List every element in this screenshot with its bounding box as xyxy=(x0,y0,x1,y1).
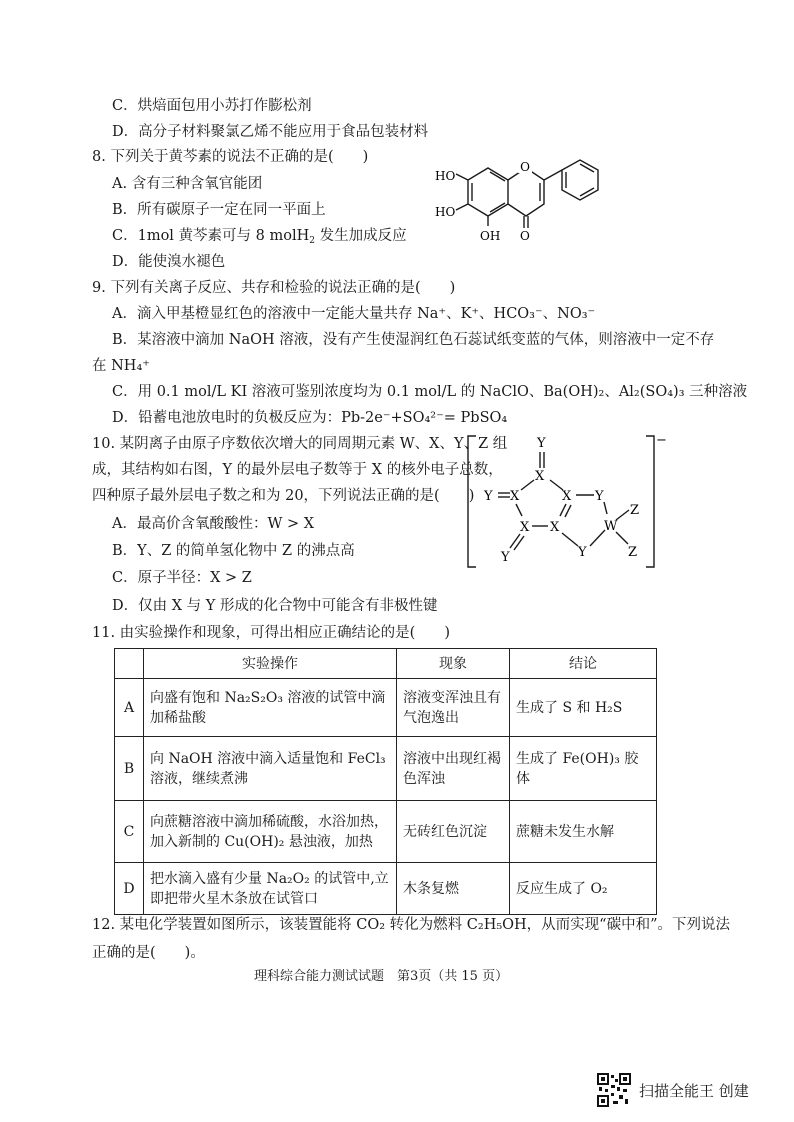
header-cell-conclusion: 结论 xyxy=(510,649,657,679)
q10-option-a: A．最高价含氧酸酸性：W > X xyxy=(112,516,315,532)
page-footer: 理科综合能力测试试题 第3页（共 15 页） xyxy=(254,969,509,984)
row-label: C xyxy=(115,801,144,863)
oh-label-3: OH xyxy=(480,229,501,243)
q8-option-b: B．所有碳原子一定在同一平面上 xyxy=(112,202,326,218)
q8-option-d: D．能使溴水褪色 xyxy=(112,254,226,270)
row-conclusion: 生成了 S 和 H₂S xyxy=(510,679,657,737)
scanner-brand-label: 扫描全能王 创建 xyxy=(639,1082,749,1100)
table-row xyxy=(115,737,657,801)
ho-label-1: HO xyxy=(435,169,456,183)
atom-x-left: X xyxy=(510,489,520,504)
atom-y-bottom: Y xyxy=(578,545,587,560)
q10-option-c: C．原子半径：X > Z xyxy=(112,570,252,586)
q9-stem: 9. 下列有关离子反应、共存和检验的说法正确的是( ) xyxy=(92,280,456,296)
row-label: D xyxy=(115,863,144,915)
q11-stem: 11. 由实验操作和现象，可得出相应正确结论的是( ) xyxy=(92,625,450,641)
q10-stem-line2: 成，其结构如右图，Y 的最外层电子数等于 X 的核外电子总数， xyxy=(92,462,503,478)
q9-option-a: A．滴入甲基橙显红色的溶液中一定能大量共存 Na⁺、K⁺、HCO₃⁻、NO₃⁻ xyxy=(112,306,596,322)
anion-structure xyxy=(464,430,674,575)
row-operation: 把水滴入盛有少量 Na₂O₂ 的试管中,立即把带火星木条放在试管口 xyxy=(144,863,397,915)
atom-y-top: Y xyxy=(537,436,546,451)
atom-y-left: Y xyxy=(484,489,493,504)
ring-oxygen-label: O xyxy=(520,160,530,174)
experiment-table xyxy=(114,648,657,915)
header-cell-operation: 实验操作 xyxy=(144,649,397,679)
row-operation: 向蔗糖溶液中滴加稀硫酸，水浴加热，加入新制的 Cu(OH)₂ 悬浊液，加热 xyxy=(144,801,397,863)
row-operation: 向 NaOH 溶液中滴入适量饱和 FeCl₃ 溶液，继续煮沸 xyxy=(144,737,397,801)
row-conclusion: 生成了 Fe(OH)₃ 胶体 xyxy=(510,737,657,801)
q8-stem: 8. 下列关于黄芩素的说法不正确的是( ) xyxy=(92,149,369,165)
atom-y-lower-left: Y xyxy=(501,550,510,565)
q8-option-c: C．1mol 黄芩素可与 8 molH$_2$ 发生加成反应 xyxy=(112,228,407,246)
atom-x-top: X xyxy=(535,469,545,484)
row-conclusion: 反应生成了 O₂ xyxy=(510,863,657,915)
q9-option-b-line1: B．某溶液中滴加 NaOH 溶液，没有产生使湿润红色石蕊试纸变蓝的气体，则溶液中一定不存 xyxy=(112,332,715,348)
row-phenomenon: 木条复燃 xyxy=(397,863,510,915)
row-conclusion: 蔗糖未发生水解 xyxy=(510,801,657,863)
q10-option-d: D．仅由 X 与 Y 形成的化合物中可能含有非极性键 xyxy=(112,598,438,614)
table-row xyxy=(115,801,657,863)
row-label: A xyxy=(115,679,144,737)
atom-z-lower: Z xyxy=(628,545,638,560)
header-cell-label xyxy=(115,649,144,679)
ho-label-2: HO xyxy=(435,205,456,219)
atom-y-right: Y xyxy=(595,489,604,504)
baicalein-structure xyxy=(430,150,630,250)
q7-option-d: D．高分子材料聚氯乙烯不能应用于食品包装材料 xyxy=(112,124,429,140)
atom-z-upper: Z xyxy=(630,503,640,518)
q10-stem-line1: 10. 某阴离子由原子序数依次增大的同周期元素 W、X、Y、Z 组 xyxy=(92,436,508,452)
anion-charge: − xyxy=(656,433,667,448)
q9-option-c: C．用 0.1 mol/L KI 溶液可鉴别浓度均为 0.1 mol/L 的 NaClO、Ba(OH)₂、Al₂(SO₄)₃ 三种溶液 xyxy=(112,384,748,400)
row-label: B xyxy=(115,737,144,801)
atom-x-right: X xyxy=(562,489,572,504)
qr-code-icon xyxy=(597,1073,631,1107)
table-header-row xyxy=(115,649,657,679)
q10-stem-line3: 四种原子最外层电子数之和为 20，下列说法正确的是( ) xyxy=(92,488,475,504)
atom-w: W xyxy=(604,519,618,534)
q8-option-a: A. 含有三种含氧官能团 xyxy=(112,176,263,192)
row-phenomenon: 溶液变浑浊且有气泡逸出 xyxy=(397,679,510,737)
header-cell-phenomenon: 现象 xyxy=(397,649,510,679)
q12-stem-line1: 12. 某电化学装置如图所示，该装置能将 CO₂ 转化为燃料 C₂H₅OH，从而实现“碳中和”。下列说法 xyxy=(92,917,731,933)
q9-option-d: D．铅蓄电池放电时的负极反应为：Pb-2e⁻+SO₄²⁻= PbSO₄ xyxy=(112,410,508,426)
row-operation: 向盛有饱和 Na₂S₂O₃ 溶液的试管中滴加稀盐酸 xyxy=(144,679,397,737)
keto-oxygen-label: O xyxy=(520,229,530,243)
q10-option-b: B．Y、Z 的简单氢化物中 Z 的沸点高 xyxy=(112,543,355,559)
q12-stem-line2: 正确的是( )。 xyxy=(92,945,205,961)
table-row xyxy=(115,679,657,737)
atom-x-bottom-right: X xyxy=(550,520,560,535)
q9-option-b-line2: 在 NH₄⁺ xyxy=(92,358,150,374)
table-row xyxy=(115,863,657,915)
atom-x-bottom-left: X xyxy=(520,520,530,535)
q7-option-c: C．烘焙面包用小苏打作膨松剂 xyxy=(112,98,312,114)
row-phenomenon: 溶液中出现红褐色浑浊 xyxy=(397,737,510,801)
row-phenomenon: 无砖红色沉淀 xyxy=(397,801,510,863)
